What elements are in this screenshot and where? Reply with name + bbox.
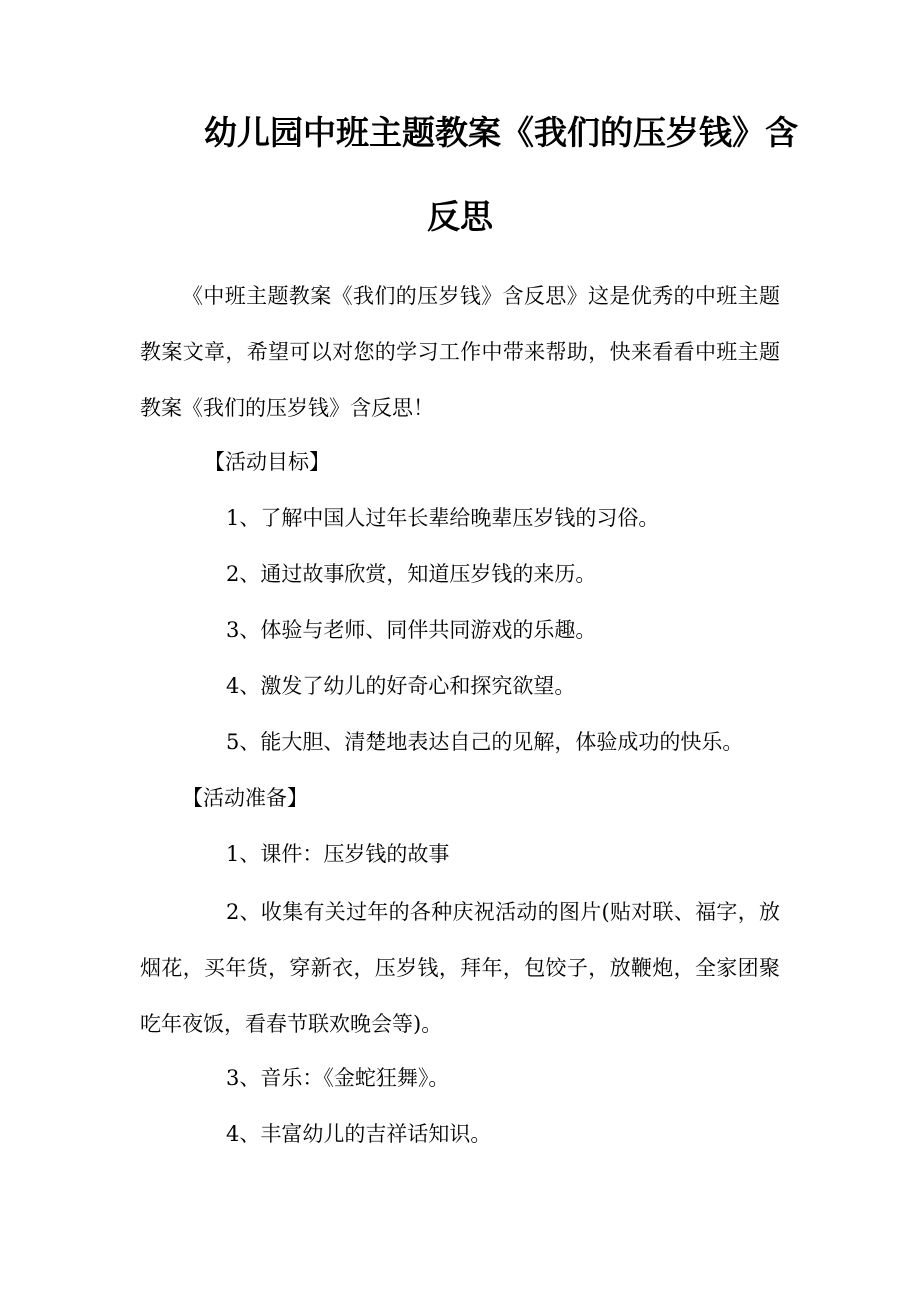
goal-item: 2、通过故事欣赏，知道压岁钱的来历。 xyxy=(226,562,597,586)
goal-item: 3、体验与老师、同伴共同游戏的乐趣。 xyxy=(226,618,597,642)
page-title-line-2: 反思 xyxy=(427,197,493,236)
prep-item: 4、丰富幼儿的吉祥话知识。 xyxy=(226,1122,492,1146)
page-title-line-1: 幼儿园中班主题教案《我们的压岁钱》含 xyxy=(204,113,798,152)
goal-item: 4、激发了幼儿的好奇心和探究欲望。 xyxy=(226,674,576,698)
prep-item: 2、收集有关过年的各种庆祝活动的图片(贴对联、福字，放烟花，买年货，穿新衣，压岁钱，拜年，包饺子，放鞭炮，全家团聚吃年夜饭，看春节联欢晚会等)。 xyxy=(140,900,780,1036)
intro-paragraph: 《中班主题教案《我们的压岁钱》含反思》这是优秀的中班主题教案文章，希望可以对您的学习工作中带来帮助，快来看看中班主题教案《我们的压岁钱》含反思！ xyxy=(140,284,780,420)
prep-item: 1、课件：压岁钱的故事 xyxy=(226,842,450,866)
goals-heading: 【活动目标】 xyxy=(204,450,330,474)
goal-item: 5、能大胆、清楚地表达自己的见解，体验成功的快乐。 xyxy=(226,730,744,754)
prep-item: 3、音乐：《金蛇狂舞》。 xyxy=(226,1066,450,1090)
goal-item: 1、了解中国人过年长辈给晚辈压岁钱的习俗。 xyxy=(226,506,660,530)
prep-heading: 【活动准备】 xyxy=(182,786,308,810)
